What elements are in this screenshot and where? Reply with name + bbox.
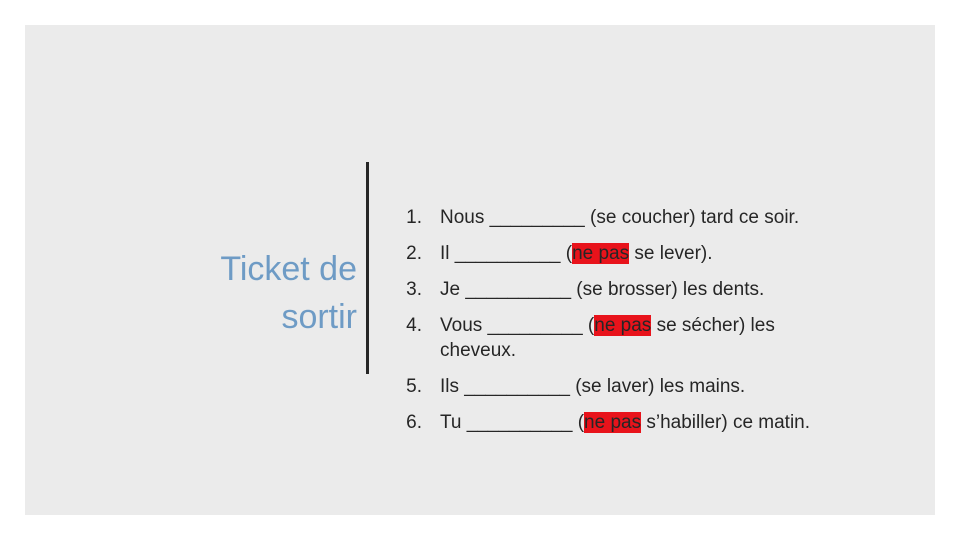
exercise-number: 4. [406,315,422,336]
slide-title-line-1: Ticket de [220,249,357,288]
exercise-text-before: Vous _________ ( [440,315,595,336]
exercise-number: 5. [406,376,422,397]
exercise-list [394,205,880,446]
exercise-item-5 [394,374,880,399]
slide-title [117,245,357,341]
exercise-item-6 [394,410,880,435]
exercise-text: Nous _________ (se coucher) tard ce soir. [440,207,800,228]
exercise-number: 6. [406,412,422,433]
negation-highlight: ne pas [584,412,642,433]
exercise-item-3 [394,277,880,302]
exercise-number: 3. [406,279,422,300]
negation-highlight: ne pas [572,243,630,264]
exercise-text: Je __________ (se brosser) les dents. [440,279,765,300]
exercise-text-after: s’habiller) ce matin. [641,412,811,433]
exercise-text-after: se lever). [629,243,713,264]
exercise-text-before: Il __________ ( [440,243,573,264]
exercise-item-1 [394,205,880,230]
slide-title-line-2: sortir [281,297,357,336]
exercise-text: Ils __________ (se laver) les mains. [440,376,746,397]
exercise-text-after: se sécher) les cheveux. [440,315,775,361]
vertical-divider [366,162,369,374]
negation-highlight: ne pas [594,315,652,336]
exercise-text-before: Tu __________ ( [440,412,585,433]
exercise-item-2 [394,241,880,266]
exercise-item-4 [394,313,840,363]
exercise-number: 2. [406,243,422,264]
exercise-number: 1. [406,207,422,228]
